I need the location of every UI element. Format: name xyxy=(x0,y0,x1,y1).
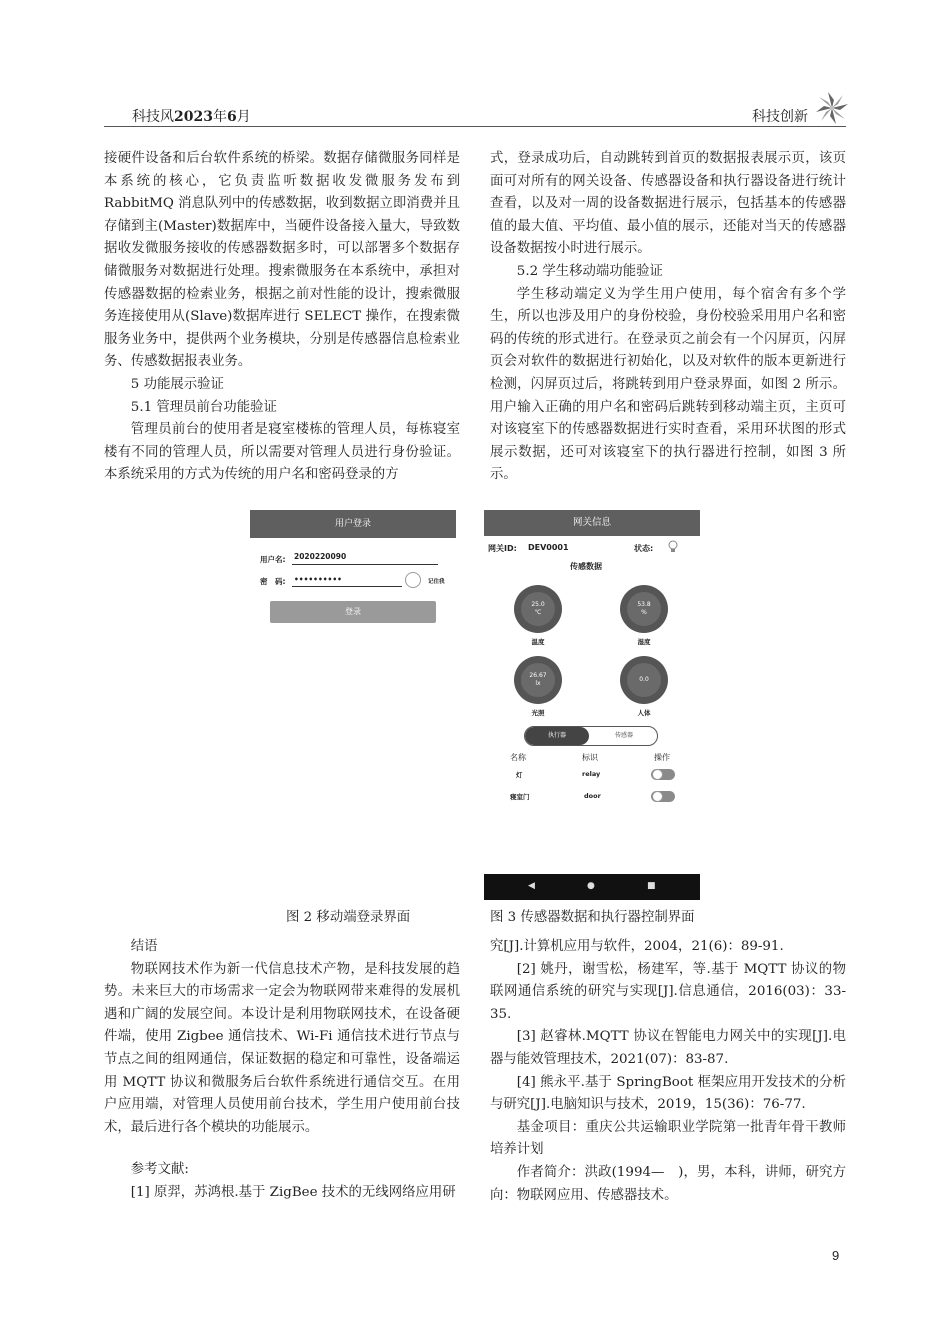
subsection-heading: 5.2 学生移动端功能验证 xyxy=(516,263,663,279)
actuator-tag: relay xyxy=(582,770,601,778)
tab-actuator[interactable]: 执行器 xyxy=(525,727,589,745)
column-header-tag: 标识 xyxy=(582,753,598,762)
references-title: 参考文献: xyxy=(130,1162,189,1178)
paragraph: 式，登录成功后，自动跳转到首页的数据报表展示页，该页面可对所有的网关设备、传感器设备和执行器设备进行统计查看，以及对一周的设备数据进行展示，包括基本的传感器值的最大值、平均值、最小值的展示，还能对当天的传感器设备数据按小时进行展示。 xyxy=(490,151,846,257)
gauge-unit: % xyxy=(641,609,647,616)
humidity-gauge xyxy=(620,585,668,633)
home-icon[interactable]: ● xyxy=(587,881,595,891)
running-header-journal: 科技风2023年6月 xyxy=(132,109,251,125)
pinwheel-logo-icon xyxy=(814,90,850,126)
light-toggle[interactable] xyxy=(651,769,675,780)
right-column xyxy=(490,148,846,487)
gateway-id-label: 网关ID: xyxy=(488,544,517,553)
gauge-unit: lx xyxy=(535,680,541,687)
left-column xyxy=(104,148,460,487)
android-nav-bar xyxy=(484,874,700,900)
fund-note: 基金项目：重庆公共运输职业学院第一批青年骨干教师培养计划 xyxy=(490,1119,846,1158)
figure-sensor-screen xyxy=(484,510,700,900)
figure-login-screen xyxy=(250,510,456,630)
gateway-title-bar: 网关信息 xyxy=(484,510,700,536)
light-gauge xyxy=(514,656,562,704)
conclusion-section xyxy=(104,936,460,1205)
reference-item: [1] 原羿，苏鸿根.基于 ZigBee 技术的无线网络应用研 xyxy=(130,1184,456,1200)
gauge-unit: ℃ xyxy=(534,609,542,616)
status-label: 状态: xyxy=(634,544,654,553)
figure-2-caption: 图 2 移动端登录界面 xyxy=(286,910,411,925)
gauge-label: 光照 xyxy=(531,709,545,717)
conclusion-title: 结语 xyxy=(130,939,158,954)
gauge-value: 53.8 xyxy=(637,601,651,608)
paragraph: 学生移动端定义为学生用户使用，每个宿舍有多个学生，所以也涉及用户的身份校验，身份校验采用用户名和密码的传统的形式进行。在登录页之前会有一个闪屏页，闪屏页会对软件的数据进行初始化，以及对软件的版本更新进行检测，闪屏页过后，将跳转到用户登录界面，如图 2 所示。用户输入正确的用户名和密码后跳转到移动端主页，主页可对该寝室下的传感器数据进行实时查看，采用环状图的形式展示数据，还可对该寝室下的执行器进行控制，如图 3 所示。 xyxy=(490,286,846,483)
lightbulb-icon xyxy=(667,540,679,554)
gateway-id-value: DEV0001 xyxy=(528,543,569,552)
reference-item: [2] 姚丹，谢雪松，杨建军，等.基于 MQTT 协议的物联网通信系统的研究与实现[J].信息通信，2016(03)：33-35. xyxy=(490,961,846,1022)
remember-me-label: 记住我 xyxy=(428,579,445,585)
column-header-name: 名称 xyxy=(510,753,526,762)
gauge-label: 温度 xyxy=(531,638,545,646)
username-field[interactable]: 2020220090 xyxy=(294,552,347,561)
remember-me-radio[interactable] xyxy=(405,572,421,588)
gauge-value: 0.0 xyxy=(639,676,649,683)
actuator-name: 寝室门 xyxy=(510,793,530,801)
door-toggle[interactable] xyxy=(651,791,675,802)
gauge-value: 26.67 xyxy=(529,672,547,679)
reference-item: 究[J].计算机应用与软件，2004，21(6)：89-91. xyxy=(490,939,784,954)
password-label: 密 码: xyxy=(260,577,286,586)
header-rule xyxy=(104,126,846,127)
username-label: 用户名: xyxy=(260,555,286,564)
gauge-label: 人体 xyxy=(637,709,651,717)
references-continued xyxy=(490,936,846,1207)
human-presence-gauge xyxy=(620,656,668,704)
gauge-value: 25.0 xyxy=(531,601,545,608)
login-title-bar: 用户登录 xyxy=(250,510,456,538)
conclusion-paragraph: 物联网技术作为新一代信息技术产物，是科技发展的趋势。未来巨大的市场需求一定会为物联网带来难得的发展机遇和广阔的发展空间。本设计是利用物联网技术，在设备硬件端，使用 Zigbee 通信技术、Wi-Fi 通信技术进行节点与节点之间的组网通信，保证数据的稳定和可靠性，设备端运用 MQTT 协议和微服务后台软件系统进行通信交互。在用户应用端，对管理人员使用前台技术，学生用户使用前台技术，最后进行各个模块的功能展示。 xyxy=(104,961,460,1135)
password-field[interactable]: •••••••••• xyxy=(294,575,342,584)
column-header-operation: 操作 xyxy=(654,753,670,762)
sensor-section-title: 传感数据 xyxy=(570,562,602,571)
login-button[interactable]: 登录 xyxy=(270,601,436,623)
author-note: 作者简介：洪政(1994— )，男，本科，讲师，研究方向：物联网应用、传感器技术。 xyxy=(490,1164,846,1203)
device-type-tabs xyxy=(524,726,658,746)
actuator-tag: door xyxy=(584,792,601,800)
username-underline xyxy=(292,564,438,565)
section-heading: 5 功能展示验证 xyxy=(130,376,224,392)
reference-item: [4] 熊永平.基于 SpringBoot 框架应用开发技术的分析与研究[J].电脑知识与技术，2019，15(36)：76-77. xyxy=(490,1074,846,1113)
recent-apps-icon[interactable]: ■ xyxy=(647,881,656,891)
tab-sensor[interactable]: 传感器 xyxy=(614,732,633,739)
gauge-label: 湿度 xyxy=(637,638,651,646)
reference-item: [3] 赵睿林.MQTT 协议在智能电力网关中的实现[J].电器与能效管理技术，2021(07)：83-87. xyxy=(490,1029,846,1067)
figure-3-caption: 图 3 传感器数据和执行器控制界面 xyxy=(490,910,695,925)
actuator-name: 灯 xyxy=(516,771,523,779)
paragraph: 接硬件设备和后台软件系统的桥梁。数据存储微服务同样是本系统的核心，它负责监听数据收发微服务发布到 RabbitMQ 消息队列中的传感数据，收到数据立即消费并且存储到主(Master)数据库中，当硬件设备接入量大，导致数据收发微服务接收的传感器数据多时，可以部署多个数据存储微服务对数据进行处理。搜索微服务在本系统中，承担对传感器数据的检索业务，根据之前对性能的设计，搜索微服务连接使用从(Slave)数据库进行 SELECT 操作，在搜索微服务业务中，提供两个业务模块，分别是传感器信息检索业务、传感数据报表业务。 xyxy=(104,151,460,370)
paragraph: 管理员前台的使用者是寝室楼栋的管理人员，每栋寝室楼有不同的管理人员，所以需要对管理人员进行身份验证。本系统采用的方式为传统的用户名和密码登录的方 xyxy=(104,422,460,483)
back-icon[interactable]: ◀ xyxy=(528,881,535,891)
running-header-column: 科技创新 xyxy=(752,109,808,125)
page-number: 9 xyxy=(832,1248,840,1263)
temperature-gauge xyxy=(514,585,562,633)
password-underline xyxy=(292,586,402,587)
subsection-heading: 5.1 管理员前台功能验证 xyxy=(130,399,277,415)
